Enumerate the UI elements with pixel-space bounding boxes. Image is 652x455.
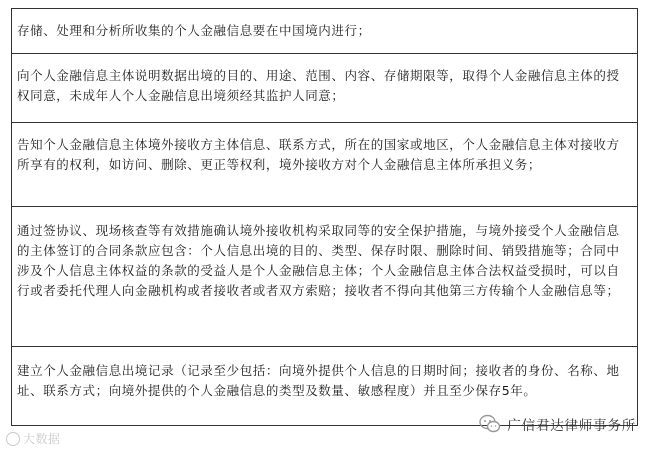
table-row: 向个人金融信息主体说明数据出境的目的、用途、范围、内容、存储期限等，取得个人金融信息主体的授权同意，未成年人个人金融信息出境须经其监护人同意；	[11, 54, 638, 123]
table-row: 告知个人金融信息主体境外接收方主体信息、联系方式，所在的国家或地区，个人金融信息主体对接收方所享有的权利，如访问、删除、更正等权利，境外接收方对个人金融信息主体所承担义务；	[11, 123, 638, 207]
watermark-logo-icon	[6, 432, 20, 446]
watermark-left-text: 大数据	[23, 432, 61, 446]
document-table	[11, 8, 638, 426]
law-firm-watermark	[479, 414, 636, 434]
table-row: 通过签协议、现场核查等有效措施确认境外接收机构采取同等的安全保护措施，与境外接受个人金融信息的主体签订的合同条款应包含：个人信息出境的目的、类型、保存时限、删除时间、销毁措施等；合同中涉及个人信息主体权益的条款的受益人是个人金融信息主体；个人金融信息主体合法权益受损时，可以自行或者委托代理人向金融机构或者接收者或者双方索赔；接收者不得向其他第三方传输个人金融信息等；	[11, 207, 638, 347]
wechat-icon	[479, 414, 501, 434]
table-row: 建立个人金融信息出境记录（记录至少包括：向境外提供个人信息的日期时间；接收者的身份、名称、地址、联系方式；向境外提供的个人金融信息的类型及数量、敏感程度）并且至少保存5年。	[11, 347, 638, 426]
table-row: 存储、处理和分析所收集的个人金融信息要在中国境内进行；	[11, 9, 638, 54]
source-watermark	[6, 430, 61, 447]
watermark-right-text: 广信君达律师事务所	[507, 418, 636, 434]
